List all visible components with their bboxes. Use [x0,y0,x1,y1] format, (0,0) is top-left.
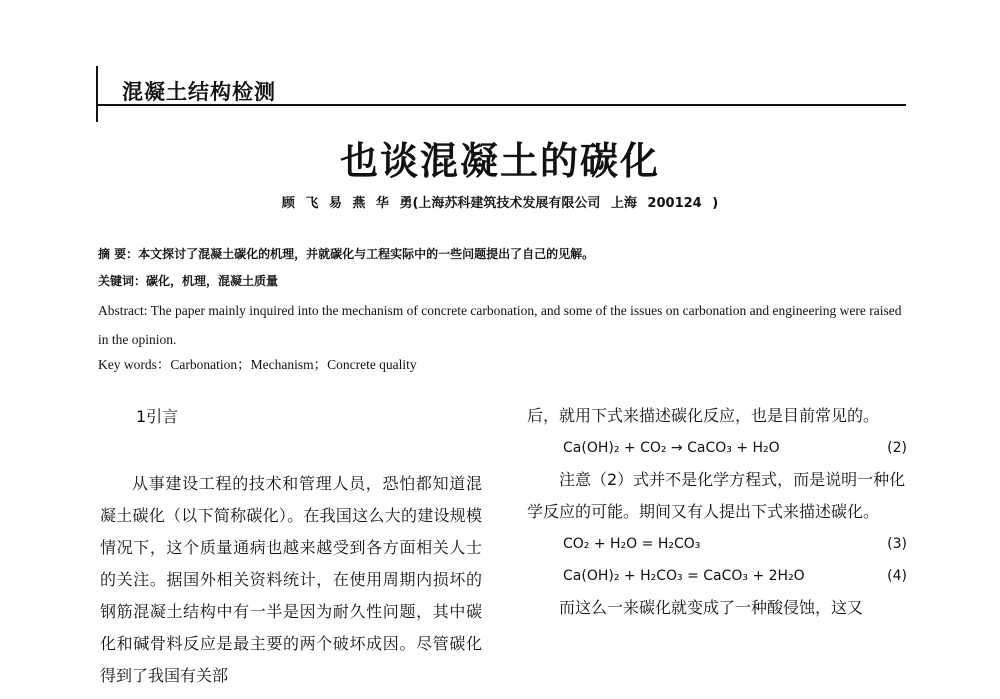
equation-3-formula: CO₂ + H₂O = H₂CO₃ [563,536,701,552]
section-marker [96,66,98,122]
equation-2-number: (2) [887,440,907,456]
paragraph-continuation: 后，就用下式来描述碳化反应，也是目前常见的。 [527,406,880,425]
keywords-chinese: 关键词：碳化，机理，混凝土质量 [98,274,279,288]
keywords-english: Key words：Carbonation；Mechanism；Concrete quality [98,357,417,372]
equation-4 [527,560,907,592]
section-heading-introduction: 1引言 [136,407,179,426]
abstract-chinese: 摘 要：本文探讨了混凝土碳化的机理，并就碳化与工程实际中的一些问题提出了自己的见解。 [98,247,595,261]
equation-3-number: (3) [887,536,907,552]
equation-2 [527,432,907,464]
equation-4-number: (4) [887,568,907,584]
paper-title: 也谈混凝土的碳化 [339,139,660,183]
paragraph-2: 注意（2）式并不是化学方程式，而是说明一种化学反应的可能。期间又有人提出下式来描述碳化。 [527,470,906,521]
equation-2-formula: Ca(OH)₂ + CO₂ → CaCO₃ + H₂O [563,440,780,456]
equation-4-formula: Ca(OH)₂ + H₂CO₃ = CaCO₃ + 2H₂O [563,568,805,584]
equation-3 [527,528,907,560]
paragraph-3: 而这么一来碳化就变成了一种酸侵蚀，这又 [559,598,864,617]
intro-paragraph: 从事建设工程的技术和管理人员，恐怕都知道混凝土碳化（以下简称碳化）。在我国这么大的建设规模情况下，这个质量通病也越来越受到各方面相关人士的关注。据国外相关资料统计，在使用周期内损坏的钢筋混凝土结构中有一半是因为耐久性问题，其中碳化和碱骨料反应是最主要的两个破坏成因。尽管碳化得到了我国有关部 [100,474,482,685]
right-column [527,400,907,624]
authors-affiliation: 顾 飞 易 燕 华 勇(上海苏科建筑技术发展有限公司 上海 200124 ) [281,196,719,211]
section-label: 混凝土结构检测 [122,80,276,104]
left-column [100,468,482,692]
abstract-english: Abstract: The paper mainly inquired into the mechanism of concrete carbonation, and some of the issues on carbonation and engineering were raised in the opinion. [98,303,902,347]
